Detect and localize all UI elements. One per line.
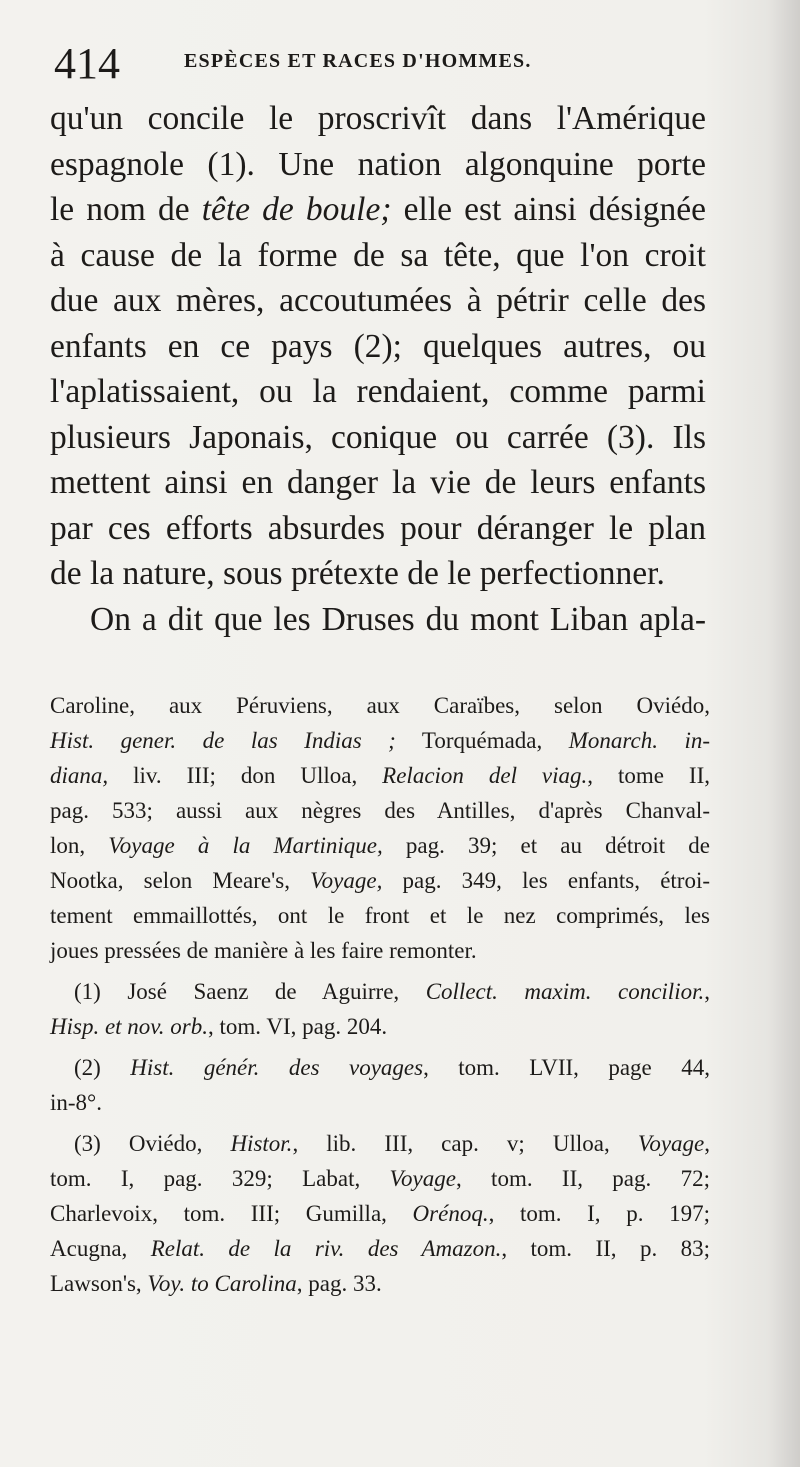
note-line: pag. 533; aussi aux nègres des Antilles, d'après Chanval- — [50, 798, 710, 823]
footnote-continuation — [50, 688, 710, 968]
note-line: Lawson's, Voy. to Carolina, pag. 33. — [50, 1271, 382, 1296]
note-line: Nootka, selon Meare's, Voyage, pag. 349, les enfants, étroi- — [50, 868, 710, 893]
note-line: (3) Oviédo, Histor., lib. III, cap. v; Ulloa, Voyage, — [74, 1131, 710, 1156]
note-line: joues pressées de manière à les faire remonter. — [50, 938, 477, 963]
note-line: Hisp. et nov. orb., tom. VI, pag. 204. — [50, 1014, 388, 1039]
text-line: mettent ainsi en danger la vie de leurs enfants — [50, 464, 706, 501]
note-line: in-8°. — [50, 1090, 102, 1115]
main-text — [50, 96, 706, 642]
text-line: le nom de tête de boule; elle est ainsi désignée — [50, 191, 706, 228]
note-line: tement emmaillottés, ont le front et le nez comprimés, les — [50, 903, 710, 928]
text-line: à cause de la forme de sa tête, que l'on croit — [50, 236, 706, 274]
note-line: lon, Voyage à la Martinique, pag. 39; et au détroit de — [50, 833, 710, 858]
text-line: On a dit que les Druses du mont Liban apla- — [90, 600, 706, 638]
note-line: diana, liv. III; don Ulloa, Relacion del viag., tome II, — [50, 763, 710, 788]
text-line: qu'un concile le proscrivît dans l'Amérique — [50, 100, 706, 137]
note-line: tom. I, pag. 329; Labat, Voyage, tom. II, pag. 72; — [50, 1166, 710, 1191]
note-line: Caroline, aux Péruviens, aux Caraïbes, selon Oviédo, — [50, 693, 710, 718]
text-line: plusieurs Japonais, conique ou carrée (3). Ils — [50, 418, 706, 456]
text-line: due aux mères, accoutumées à pétrir celle des — [50, 282, 706, 319]
running-title: ESPÈCES ET RACES D'HOMMES. — [184, 50, 532, 72]
note-line: (1) José Saenz de Aguirre, Collect. maxim. concilior., — [74, 979, 710, 1004]
text-line: de la nature, sous prétexte de le perfectionner. — [50, 555, 665, 592]
page-header — [54, 36, 674, 96]
note-line: Hist. gener. de las Indias ; Torquémada, Monarch. in- — [50, 728, 711, 753]
page-number: 414 — [54, 39, 120, 88]
text-line: par ces efforts absurdes pour déranger le plan — [50, 509, 706, 547]
footnote-1 — [50, 974, 710, 1044]
note-line: Charlevoix, tom. III; Gumilla, Orénoq., tom. I, p. 197; — [50, 1201, 710, 1226]
text-line: enfants en ce pays (2); quelques autres, ou — [50, 327, 706, 365]
text-line: l'aplatissaient, ou la rendaient, comme parmi — [50, 373, 706, 410]
note-line: (2) Hist. génér. des voyages, tom. LVII, page 44, — [74, 1055, 710, 1080]
italic-term: tête de boule; — [201, 191, 392, 228]
note-line: Acugna, Relat. de la riv. des Amazon., tom. II, p. 83; — [50, 1236, 710, 1261]
footnotes — [50, 688, 710, 1301]
footnote-2 — [50, 1050, 710, 1120]
text-line: espagnole (1). Une nation algonquine porte — [50, 145, 706, 183]
footnote-3 — [50, 1126, 710, 1301]
